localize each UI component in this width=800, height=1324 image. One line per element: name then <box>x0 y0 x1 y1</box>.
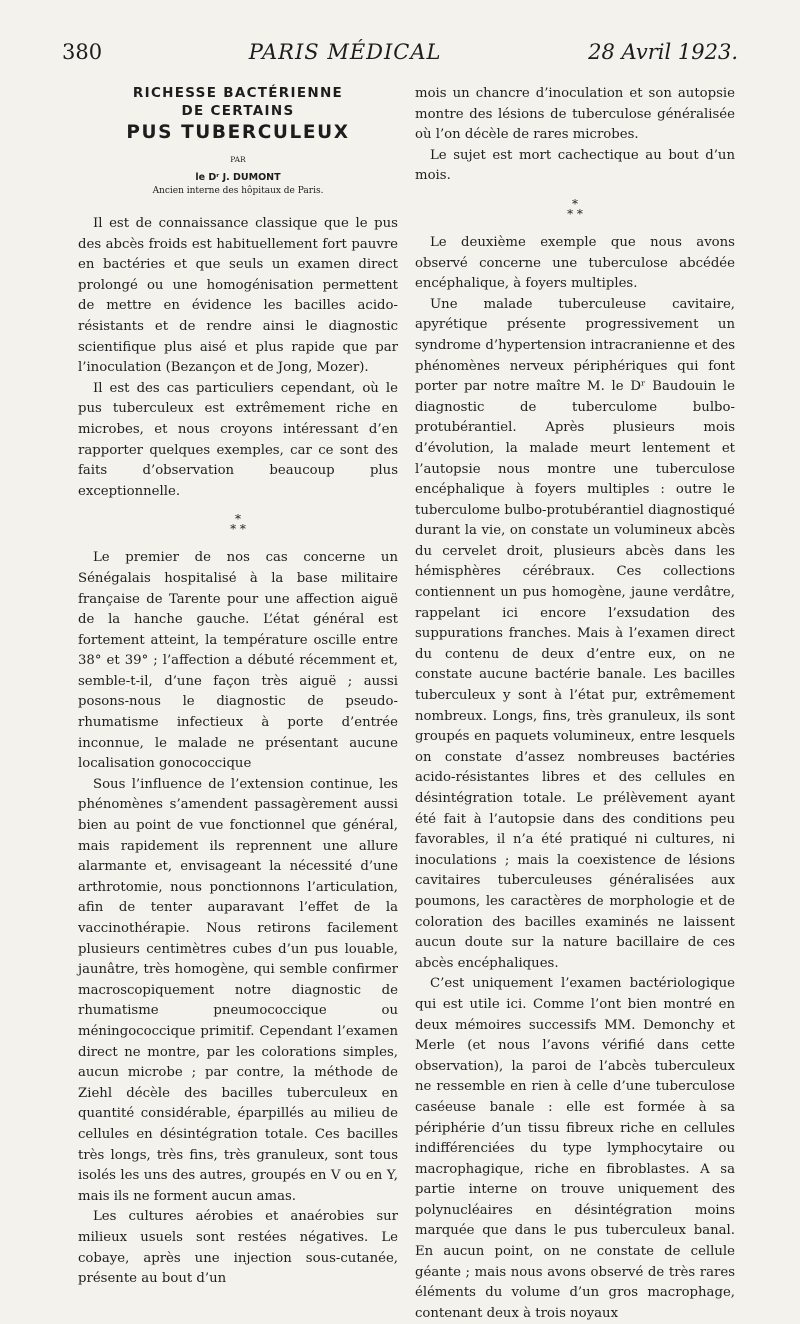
paragraph: Le deuxième exemple que nous avons observé concerne une tuberculose abcédée encéphalique, à foyers multiples. <box>415 234 735 292</box>
issue-date: 28 Avril 1923. <box>588 40 738 64</box>
section-separator <box>78 512 398 537</box>
byline-par: PAR <box>230 155 246 164</box>
paragraph: Il est des cas particuliers cependant, où le pus tuberculeux est extrêmement riche en microbes, et nous croyons intéressant d’en rapporter quelques exemples, car ce sont des faits d’observation beaucoup plus exceptionnelle. <box>78 380 398 499</box>
paragraph: Une malade tuberculeuse cavitaire, apyrétique présente progressivement un syndrome d’hypertension intracranienne et des phénomènes nerveux périphériques qui font porter par notre maître M. le Dʳ Baudouin le diagnostic de tuberculome bulbo-protubérantiel. Après plusieurs mois d’évolution, la malade meurt lentement et l’autopsie nous montre une tuberculose encéphalique à foyers multiples : outre le tuberculome bulbo-protubérantiel diagnostiqué durant la vie, on constate un volumineux abcès du cervelet droit, plusieurs abcès dans les hémisphères cérébraux. Ces collections contiennent un pus homogène, jaune verdâtre, rappelant ici encore l’exsudation des suppurations franches. Mais à l’examen direct du contenu de deux d’entre eux, on ne constate aucune bactérie banale. Les bacilles tuberculeux y sont à l’état pur, extrêmement nombreux. Longs, fins, très granuleux, ils sont groupés en paquets volumineux, entre lesquels on constate d’assez nombreuses bactéries acido-résistantes libres et des cellules en désintégration totale. Le prélèvement ayant été fait à l’autopsie dans des conditions peu favorables, il n’a été pratiqué ni cultures, ni inoculations ; mais la coexistence de lésions cavitaires tuberculeuses généralisées aux poumons, les caractères de morphologie et de coloration des bacilles examinés ne laissent aucun doute sur la nature bacillaire de ces abcès encéphaliques. <box>415 296 735 971</box>
separator-star-top: * <box>235 512 241 527</box>
paragraph: Le sujet est mort cachectique au bout d’un mois. <box>415 147 735 184</box>
author-name: le Dʳ J. DUMONT <box>195 172 281 183</box>
paragraph: Le premier de nos cas concerne un Sénégalais hospitalisé à la base militaire française de Tarente pour une affection aiguë de la hanche gauche. L’état général est fortement atteint, la température oscille entre 38° et 39° ; l’affection a débuté récemment et, semble-t-il, d’une façon très aiguë ; aussi posons-nous le diagnostic de pseudo-rhumatisme infectieux à porte d’entrée inconnue, le malade ne présentant aucune localisation gonococcique <box>78 550 398 772</box>
paragraph: Sous l’influence de l’extension continue, les phénomènes s’amendent passagèrement aussi bien au point de vue fonctionnel que général, mais rapidement ils reprennent une allure alarmante et, envisageant la nécessité d’une arthrotomie, nous ponctionnons l’articulation, afin de tenter auparavant l’effet de la vaccinothérapie. Nous retirons facilement plusieurs centimètres cubes d’un pus louable, jaunâtre, très homogène, qui semble confirmer macroscopiquement notre diagnostic de rhumatisme pneumococcique ou méningococcique primitif. Cependant l’examen direct ne montre, par les colorations simples, aucun microbe ; par contre, la méthode de Ziehl décèle des bacilles tuberculeux en quantité considérable, éparpillés au milieu de cellules en désintégration totale. Ces bacilles très longs, très fins, très granuleux, sont tous isolés les uns des autres, groupés en V ou en Y, mais ils ne forment aucun amas. <box>78 776 398 1204</box>
journal-title: PARIS MÉDICAL <box>248 40 442 64</box>
author-affiliation: Ancien interne des hôpitaux de Paris. <box>152 186 324 196</box>
page-number: 380 <box>62 40 103 64</box>
article-title-line-3: PUS TUBERCULEUX <box>126 122 350 143</box>
paragraph: Les cultures aérobies et anaérobies sur milieux usuels sont restées négatives. Le cobaye, après une injection sous-cutanée, présente au bout d’un <box>78 1209 398 1287</box>
separator-stars-bottom: * * <box>567 206 583 221</box>
left-column <box>78 84 398 1290</box>
right-column <box>415 84 735 1324</box>
separator-stars-bottom: * * <box>230 522 246 537</box>
paragraph: Il est de connaissance classique que le pus des abcès froids est habituellement fort pauvre en bactéries et que seuls un examen direct prolongé ou une homogénisation permettent de mettre en évidence les bacilles acido-résistants et de rendre ainsi le diagnostic scientifique plus aisé et plus rapide que par l’inoculation (Bezançon et de Jong, Mozer). <box>78 216 398 376</box>
paragraph-continued: mois un chancre d’inoculation et son autopsie montre des lésions de tuberculose généralisée où l’on décèle de rares microbes. <box>415 86 735 143</box>
section-separator <box>415 196 735 221</box>
paragraph: C’est uniquement l’examen bactériologique qui est utile ici. Comme l’ont bien montré en deux mémoires successifs MM. Demonchy et Merle (et nous l’avons vérifié dans cette observation), la paroi de l’abcès tuberculeux ne ressemble en rien à celle d’une tuberculose caséeuse banale : elle est formée à sa périphérie d’un tissu fibreux riche en cellules indifférenciées du type lymphocytaire ou macrophagique, riche en fibroblastes. A sa partie interne on trouve uniquement des polynucléaires en désintégration moins marquée que dans le pus tuberculeux banal. En aucun point, on ne constate de cellule géante ; mais nous avons observé de très rares éléments du volume d’un gros macrophage, contenant deux à trois noyaux <box>415 976 735 1321</box>
article-title-line-2: DE CERTAINS <box>181 103 295 119</box>
article-header <box>78 84 398 198</box>
article-title-line-1: RICHESSE BACTÉRIENNE <box>132 85 344 101</box>
running-head <box>62 40 738 64</box>
separator-star-top: * <box>572 196 578 211</box>
